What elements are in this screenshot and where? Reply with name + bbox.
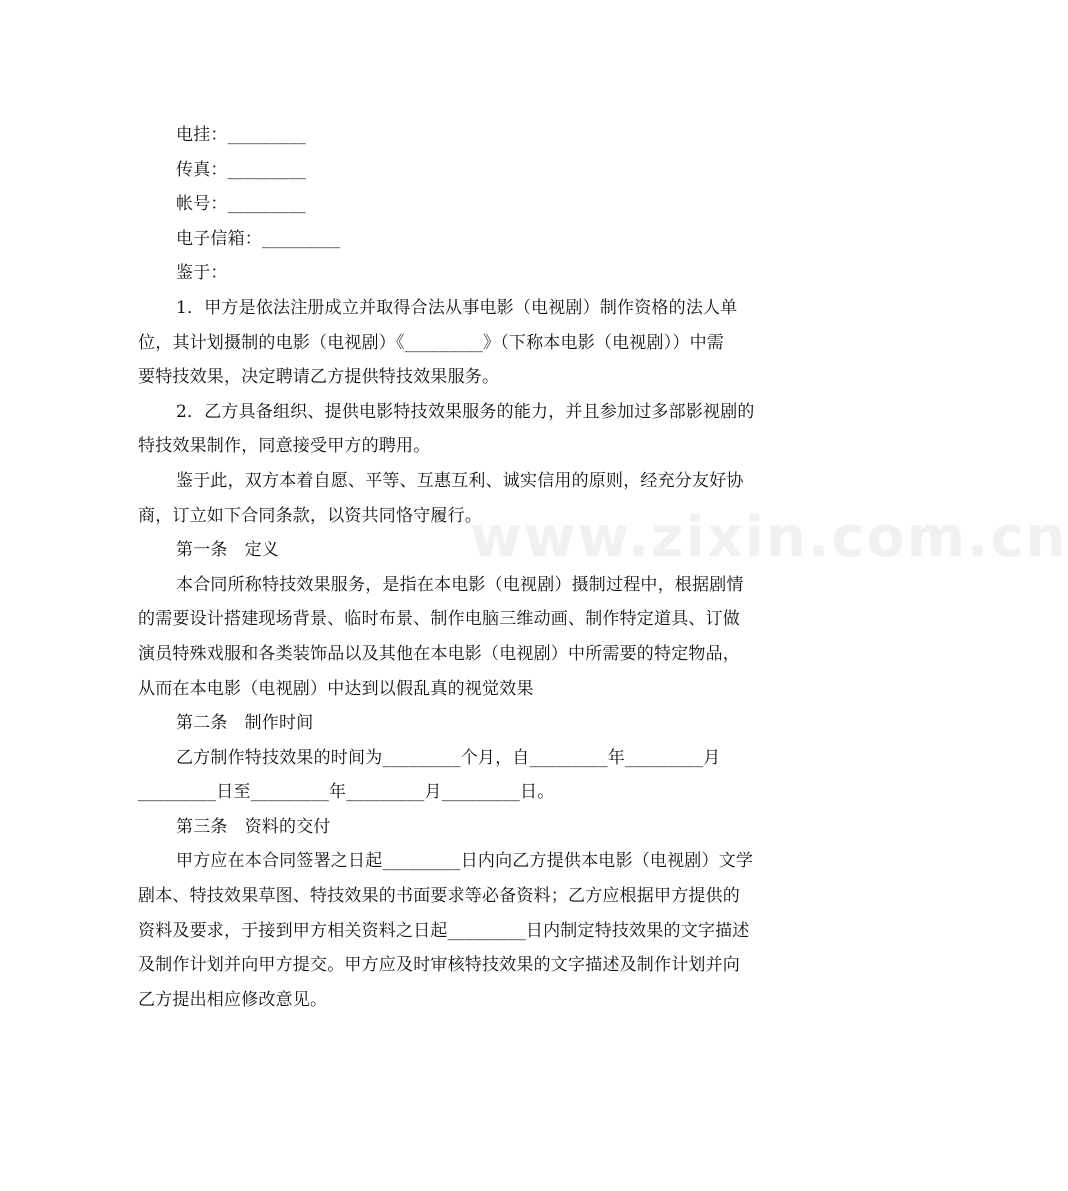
contract-body	[138, 118, 786, 1017]
article-3-heading	[138, 810, 786, 845]
article-1-line-4: 从而在本电影（电视剧）中达到以假乱真的视觉效果	[138, 678, 534, 699]
article-1-line-1: 本合同所称特技效果服务，是指在本电影（电视剧）摄制过程中，根据剧情	[176, 574, 744, 595]
article-2-number: 第二条	[176, 713, 228, 734]
article-1-title: 定义	[244, 540, 280, 561]
whereas-2-line-2: 特技效果制作，同意接受甲方的聘用。	[138, 436, 431, 457]
article-1-number: 第一条	[176, 540, 228, 561]
article-1-line-2: 的需要设计搭建现场背景、临时布景、制作电脑三维动画、制作特定道具、订做	[138, 609, 740, 630]
article-3-line-4: 及制作计划并向甲方提交。甲方应及时审核特技效果的文字描述及制作计划并向	[138, 955, 740, 976]
article-1-heading	[138, 533, 786, 568]
article-2-title: 制作时间	[244, 713, 314, 734]
contact-account: 帐号：_________	[176, 194, 306, 215]
article-3-number: 第三条	[176, 816, 228, 837]
article-3-line-3: 资料及要求，于接到甲方相关资料之日起_________日内制定特技效果的文字描述	[138, 920, 750, 941]
agreement-intro-line-2: 商，订立如下合同条款，以资共同恪守履行。	[138, 505, 482, 526]
article-2-line-2: _________日至_________年_________月_________日。	[138, 782, 555, 803]
article-2-line-1: 乙方制作特技效果的时间为_________个月，自_________年_________月	[176, 747, 721, 768]
article-1-line-3: 演员特殊戏服和各类装饰品以及其他在本电影（电视剧）中所需要的特定物品，	[138, 643, 740, 664]
agreement-intro-line-1: 鉴于此，双方本着自愿、平等、互惠互利、诚实信用的原则，经充分友好协	[176, 470, 744, 491]
whereas-1-line-2: 位，其计划摄制的电影（电视剧）《_________》（下称本电影（电视剧））中需	[138, 332, 724, 353]
contact-telegraph: 电挂：_________	[176, 125, 306, 145]
contact-email: 电子信箱：_________	[176, 228, 341, 249]
whereas-1-line-1: 1．甲方是依法注册成立并取得合法从事电影（电视剧）制作资格的法人单	[176, 297, 738, 318]
article-3-line-1: 甲方应在本合同签署之日起_________日内向乙方提供本电影（电视剧）文学	[176, 851, 754, 872]
article-2-heading	[138, 706, 786, 741]
article-3-title: 资料的交付	[244, 816, 331, 837]
article-3-line-5: 乙方提出相应修改意见。	[138, 989, 328, 1010]
whereas-1-line-3: 要特技效果，决定聘请乙方提供特技效果服务。	[138, 367, 500, 388]
watermark: www.zixin.com.cn	[470, 505, 1068, 570]
contact-fax: 传真：_________	[176, 159, 306, 180]
whereas-2-line-1: 2．乙方具备组织、提供电影特技效果服务的能力，并且参加过多部影视剧的	[176, 401, 755, 422]
whereas-label: 鉴于：	[176, 263, 228, 284]
article-3-line-2: 剧本、特技效果草图、特技效果的书面要求等必备资料；乙方应根据甲方提供的	[138, 886, 740, 907]
